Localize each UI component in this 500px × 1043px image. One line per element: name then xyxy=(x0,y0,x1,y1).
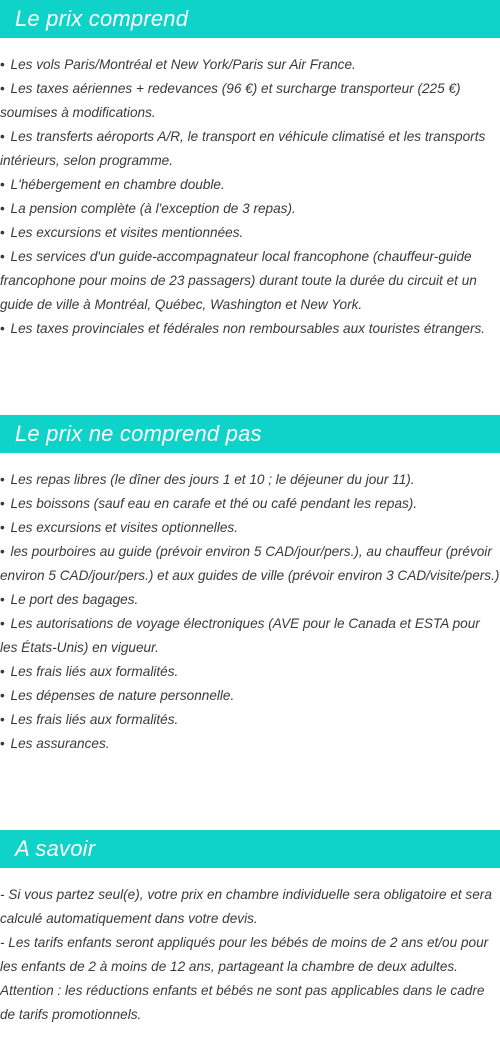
list-item: • Le port des bagages. xyxy=(0,592,139,607)
list-item: • Les excursions et visites mentionnées. xyxy=(0,225,244,240)
list-item: • les pourboires au guide (prévoir environ 5 CAD/jour/pers.), au chauffeur (prévoir environ 5 CAD/jour/pers.) et aux guides de ville (prévoir environ 3 CAD/visite/pers.) xyxy=(0,544,500,583)
section-price-excludes xyxy=(0,415,500,756)
list-item: • Les taxes aériennes + redevances (96 €) et surcharge transporteur (225 €) soumises à modifications. xyxy=(0,81,461,120)
section-good-to-know xyxy=(0,830,500,1027)
info-list xyxy=(0,883,500,1027)
list-item: • Les taxes provinciales et fédérales non remboursables aux touristes étrangers. xyxy=(0,321,486,336)
list-item: • L'hébergement en chambre double. xyxy=(0,177,225,192)
list-item: • Les frais liés aux formalités. xyxy=(0,664,179,679)
list-item: • Les repas libres (le dîner des jours 1 et 10 ; le déjeuner du jour 11). xyxy=(0,472,415,487)
list-item: • Les dépenses de nature personnelle. xyxy=(0,688,235,703)
list-item: • Les boissons (sauf eau en carafe et thé ou café pendant les repas). xyxy=(0,496,418,511)
section-price-includes xyxy=(0,0,500,341)
section-header xyxy=(0,0,500,38)
list-item: Attention : les réductions enfants et bébés ne sont pas applicables dans le cadre de tarifs promotionnels. xyxy=(0,983,485,1022)
list-item: • Les vols Paris/Montréal et New York/Paris sur Air France. xyxy=(0,57,356,72)
includes-list xyxy=(0,53,500,341)
list-item: • Les autorisations de voyage électroniques (AVE pour le Canada et ESTA pour les États-Unis) en vigueur. xyxy=(0,616,480,655)
list-item: - Les tarifs enfants seront appliqués pour les bébés de moins de 2 ans et/ou pour les enfants de 2 à moins de 12 ans, partageant la chambre de deux adultes. xyxy=(0,935,489,974)
excludes-list xyxy=(0,468,500,756)
list-item: • Les assurances. xyxy=(0,736,110,751)
list-item: • Les services d'un guide-accompagnateur local francophone (chauffeur-guide francophone pour moins de 23 passagers) durant toute la durée du circuit et un guide de ville à Montréal, Québec, Washington et New York. xyxy=(0,249,477,312)
section-header xyxy=(0,415,500,453)
list-item: • Les frais liés aux formalités. xyxy=(0,712,179,727)
list-item: • Les transferts aéroports A/R, le transport en véhicule climatisé et les transports intérieurs, selon programme. xyxy=(0,129,486,168)
list-item: • Les excursions et visites optionnelles. xyxy=(0,520,238,535)
section-title: A savoir xyxy=(15,836,96,861)
list-item: • La pension complète (à l'exception de 3 repas). xyxy=(0,201,296,216)
list-item: - Si vous partez seul(e), votre prix en chambre individuelle sera obligatoire et sera calculé automatiquement dans votre devis. xyxy=(0,887,492,926)
section-header xyxy=(0,830,500,868)
section-title: Le prix comprend xyxy=(15,6,189,31)
section-title: Le prix ne comprend pas xyxy=(15,421,262,446)
